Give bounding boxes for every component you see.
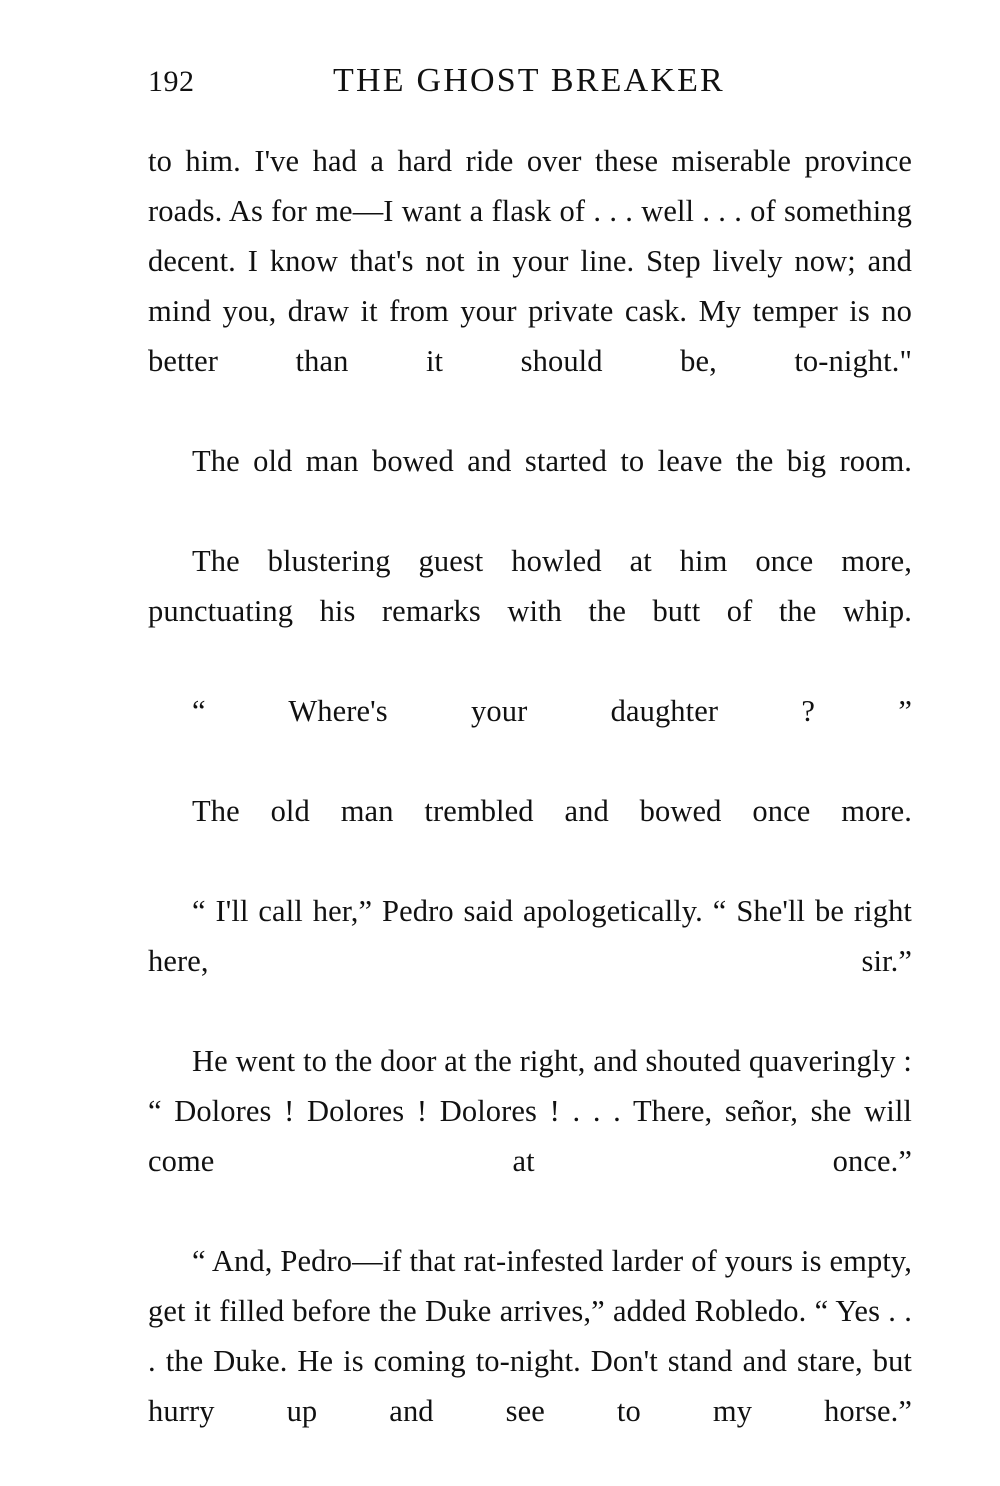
page-body: [148, 136, 912, 1486]
paragraph: The blustering guest howled at him once more, punctuating his remarks with the butt of the whip.: [148, 544, 912, 628]
paragraph: “ And, Pedro—if that rat-infested larder of yours is empty, get it filled before the Duke arrives,” added Robledo. “ Yes . . . the Duke. He is coming to-night. Don't stand and stare, but hurry up and see to my horse.”: [148, 1244, 912, 1428]
paragraph: He went to the door at the right, and shouted quaveringly : “ Dolores ! Dolores ! Dolores ! . . . There, señor, she will come at once.”: [148, 1044, 912, 1178]
paragraph: “ Where's your daughter ? ”: [192, 694, 912, 728]
paragraph: to him. I've had a hard ride over these miserable province roads. As for me—I want a flask of . . . well . . . of something decent. I know that's not in your line. Step lively now; and mind you, draw it from your private cask. My temper is no better than it should be, to-night.": [148, 144, 912, 378]
page-number: 192: [148, 65, 195, 98]
paragraph: “ I'll call her,” Pedro said apologetically. “ She'll be right here, sir.”: [148, 894, 912, 978]
page-header: [148, 62, 860, 112]
paragraph: The old man bowed and started to leave the big room.: [192, 444, 912, 478]
paragraph: The old man trembled and bowed once more.: [192, 794, 912, 828]
running-head-title: THE GHOST BREAKER: [333, 62, 725, 99]
